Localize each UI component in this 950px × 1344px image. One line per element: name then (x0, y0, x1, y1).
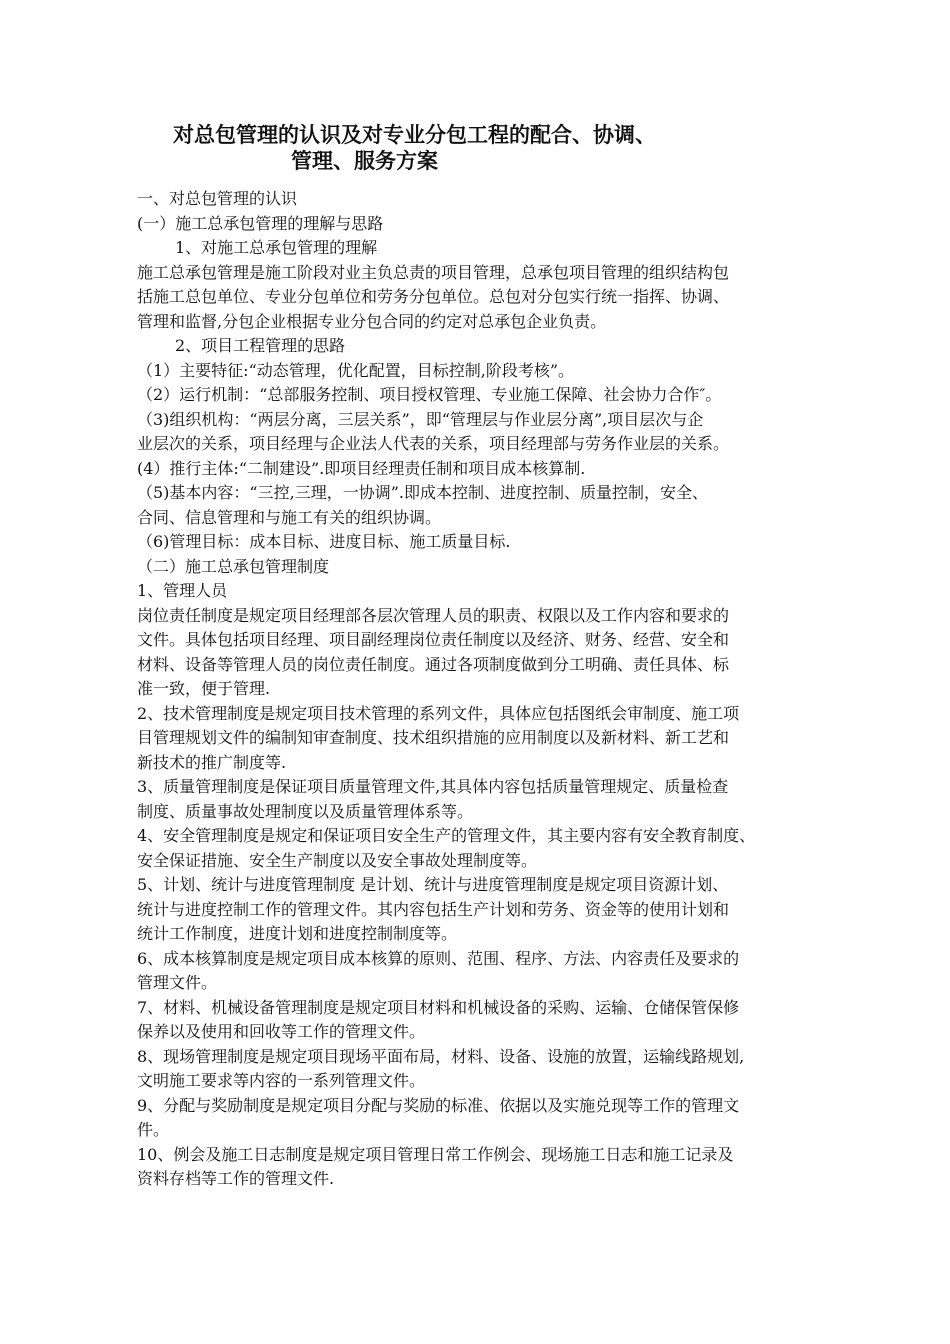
paragraph-line: 管理和监督,分包企业根据专业分包合同的约定对总承包企业负责。 (137, 311, 607, 331)
subsection-heading: (一）施工总承包管理的理解与思路 (137, 213, 384, 233)
paragraph-line: 统计与进度控制工作的管理文件。其内容包括生产计划和劳务、资金等的使用计划和 (137, 899, 730, 919)
paragraph-line: 8、现场管理制度是规定项目现场平面布局，材料、设备、设施的放置，运输线路规划, (137, 1046, 745, 1066)
paragraph-line: 4、安全管理制度是规定和保证项目安全生产的管理文件，其主要内容有安全教育制度、 (137, 826, 756, 845)
paragraph-line: 文明施工要求等内容的一系列管理文件。 (137, 1071, 426, 1090)
paragraph-line: 保养以及使用和回收等工作的管理文件。 (137, 1022, 426, 1041)
item-heading: 1、管理人员 (137, 581, 228, 600)
paragraph-line: 件。 (137, 1120, 170, 1139)
paragraph-line: （3)组织机构：“两层分离，三层关系”，即“管理层与作业层分离”,项目层次与企 (137, 409, 704, 429)
paragraph-line: 管理文件。 (137, 973, 218, 992)
paragraph-line: 材料、设备等管理人员的岗位责任制度。通过各项制度做到分工明确、责任具体、标 (137, 654, 730, 674)
paragraph-line: 6、成本核算制度是规定项目成本核算的原则、范围、程序、方法、内容责任及要求的 (137, 948, 740, 968)
paragraph-line: （2）运行机制：“总部服务控制、项目授权管理、专业施工保障、社会协力合作″。 (137, 385, 722, 404)
paragraph-line: 10、例会及施工日志制度是规定项目管理日常工作例会、现场施工日志和施工记录及 (137, 1144, 734, 1164)
paragraph-line: 2、技术管理制度是规定项目技术管理的系列文件，具体应包括图纸会审制度、施工项 (137, 703, 740, 723)
paragraph-line: 合同、信息管理和与施工有关的组织协调。 (137, 507, 442, 527)
paragraph-line: 安全保证措施、安全生产制度以及安全事故处理制度等。 (137, 850, 538, 870)
paragraph-line: 岗位责任制度是规定项目经理部各层次管理人员的职责、权限以及工作内容和要求的 (137, 605, 730, 625)
paragraph-line: 施工总承包管理是施工阶段对业主负总责的项目管理，总承包项目管理的组织结构包 (137, 262, 730, 282)
paragraph-line: 3、质量管理制度是保证项目质量管理文件,其具体内容包括质量管理规定、质量检查 (137, 777, 729, 796)
paragraph-line: (4）推行主体:“二制建设”.即项目经理责任制和项目成本核算制. (137, 458, 586, 478)
paragraph-line: 统计工作制度，进度计划和进度控制制度等。 (137, 924, 458, 943)
paragraph-line: （6)管理目标：成本目标、进度目标、施工质量目标. (137, 532, 511, 551)
document-body (137, 187, 872, 1192)
section-heading: 一、对总包管理的认识 (137, 189, 298, 208)
paragraph-line: 文件。具体包括项目经理、项目副经理岗位责任制度以及经济、财务、经营、安全和 (137, 630, 730, 649)
paragraph-line: 准一致，便于管理. (137, 679, 271, 698)
item-heading: 2、项目工程管理的思路 (175, 336, 346, 355)
paragraph-line: 括施工总包单位、专业分包单位和劳务分包单位。总包对分包实行统一指挥、协调、 (137, 287, 730, 306)
paragraph-line: （5)基本内容：“三控,三理，一协调”.即成本控制、进度控制、质量控制，安全、 (137, 483, 708, 502)
paragraph-line: 业层次的关系，项目经理与企业法人代表的关系，项目经理部与劳务作业层的关系。 (137, 434, 730, 453)
subsection-heading: （二）施工总承包管理制度 (137, 556, 330, 576)
paragraph-line: 新技术的推广制度等. (137, 752, 287, 772)
document-title-line-1: 对总包管理的认识及对专业分包工程的配合、协调、 (173, 123, 656, 147)
item-heading: 1、对施工总承包管理的理解 (175, 238, 378, 257)
paragraph-line: 7、材料、机械设备管理制度是规定项目材料和机械设备的采购、运输、仓储保管保修 (137, 997, 740, 1017)
paragraph-line: （1）主要特征:“动态管理，优化配置，目标控制,阶段考核”。 (137, 360, 575, 380)
paragraph-line: 制度、质量事故处理制度以及质量管理体系等。 (137, 801, 474, 821)
paragraph-line: 目管理规划文件的编制知审查制度、技术组织措施的应用制度以及新材料、新工艺和 (137, 728, 730, 747)
paragraph-line: 9、分配与奖励制度是规定项目分配与奖励的标准、依据以及实施兑现等工作的管理文 (137, 1095, 740, 1115)
paragraph-line: 5、计划、统计与进度管理制度 是计划、统计与进度管理制度是规定项目资源计划、 (137, 875, 729, 894)
document-title-line-2: 管理、服务方案 (291, 149, 438, 173)
paragraph-line: 资料存档等工作的管理文件. (137, 1169, 335, 1188)
